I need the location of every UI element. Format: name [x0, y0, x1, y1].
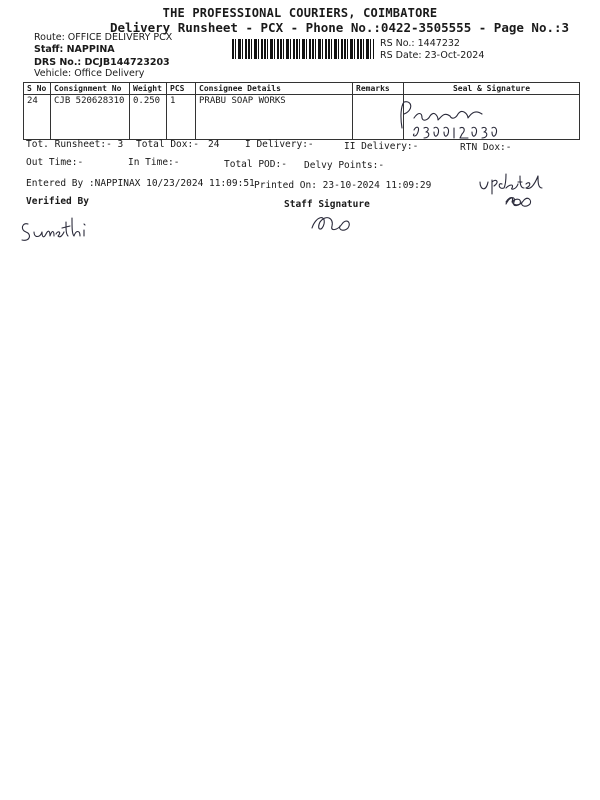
rtn-dox-label: RTN Dox:-: [460, 142, 512, 153]
rs-number: RS No.: 1447232: [380, 38, 460, 49]
table-header-row: [24, 83, 580, 95]
initials-scribble: [502, 192, 536, 210]
column-header: S No: [24, 83, 51, 95]
vehicle-label: Vehicle: Office Delivery: [34, 68, 145, 79]
verifier-signature-handwriting: [14, 208, 104, 248]
staff-signature-handwriting: [306, 208, 356, 236]
out-time-label: Out Time:-: [26, 157, 84, 168]
serial-number-cell: 24: [24, 95, 51, 140]
consignee-cell: PRABU SOAP WORKS: [196, 95, 353, 140]
total-dox-label: Total Dox:-: [136, 139, 199, 150]
weight-cell: 0.250: [130, 95, 167, 140]
total-pod-label: Total POD:-: [224, 159, 287, 170]
column-header: Consignee Details: [196, 83, 353, 95]
column-header: Consignment No: [51, 83, 130, 95]
column-header: Remarks: [353, 83, 404, 95]
staff-signature-label: Staff Signature: [284, 199, 370, 210]
company-title: THE PROFESSIONAL COURIERS, COIMBATORE: [162, 6, 438, 20]
ii-delivery-label: II Delivery:-: [344, 141, 419, 152]
barcode-image: [232, 39, 374, 59]
verified-by-label: Verified By: [26, 196, 89, 207]
consignment-number-cell: CJB 520628310: [51, 95, 130, 140]
runsheet-subtitle: Delivery Runsheet - PCX - Phone No.:0422-3505555 - Page No.:3: [110, 20, 570, 35]
column-header: Seal & Signature: [404, 83, 580, 95]
rs-date: RS Date: 23-Oct-2024: [380, 50, 485, 61]
column-header: PCS: [167, 83, 196, 95]
staff-label: Staff: NAPPINA: [34, 44, 115, 55]
column-header: Weight: [130, 83, 167, 95]
receiver-signature-handwriting: [392, 98, 532, 142]
total-dox-value: 24: [208, 139, 220, 150]
in-time-label: In Time:-: [128, 157, 180, 168]
pcs-cell: 1: [167, 95, 196, 140]
drs-number: DRS No.: DCJB144723203: [34, 57, 170, 68]
delivery-points-label: Delvy Points:-: [304, 160, 385, 171]
route-label: Route: OFFICE DELIVERY PCX: [34, 32, 173, 43]
printed-on: Printed On: 23-10-2024 11:09:29: [254, 180, 432, 191]
entered-by: Entered By :NAPPINAX 10/23/2024 11:09:51: [26, 178, 255, 189]
total-runsheet: Tot. Runsheet:- 3: [26, 139, 124, 150]
i-delivery-label: I Delivery:-: [245, 139, 314, 150]
